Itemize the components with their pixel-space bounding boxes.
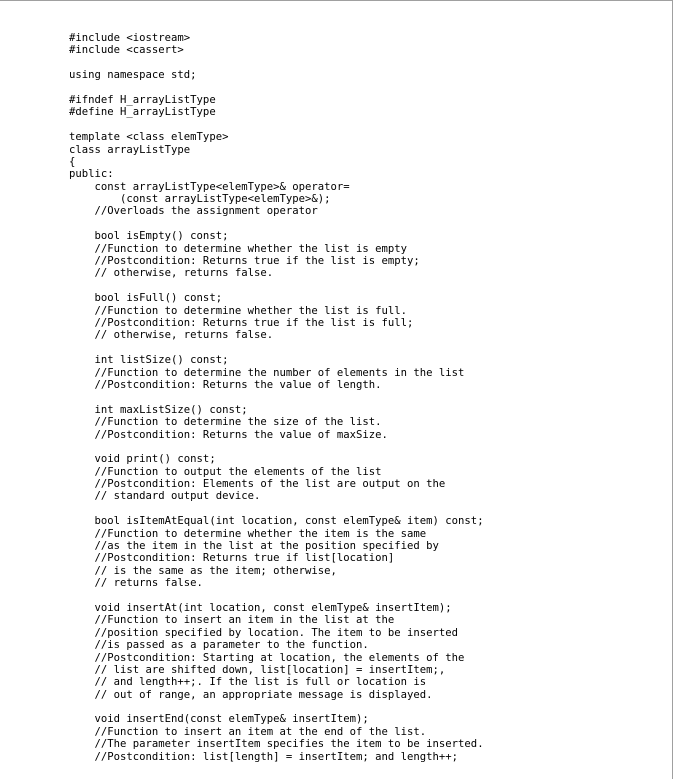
code-line: public:	[69, 168, 114, 181]
code-line: //Postcondition: Returns true if the list is empty;	[69, 255, 420, 268]
code-line: //Function to insert an item at the end of the list.	[69, 725, 427, 738]
code-line: bool isFull() const;	[69, 292, 223, 305]
code-line: using namespace std;	[69, 69, 197, 82]
code-line: // otherwise, returns false.	[69, 267, 274, 280]
code-line: template <class elemType>	[69, 131, 229, 144]
code-line: //Postcondition: Returns true if the list is full;	[69, 316, 414, 329]
code-line: // out of range, an appropriate message is displayed.	[69, 688, 433, 701]
code-line: class arrayListType	[69, 143, 191, 156]
code-line: //Function to insert an item in the list at the	[69, 614, 395, 627]
code-line	[69, 119, 484, 131]
code-line: //is passed as a parameter to the function.	[69, 639, 369, 652]
code-line: {	[69, 155, 76, 168]
code-line	[69, 701, 484, 713]
code-line: //The parameter insertItem specifies the item to be inserted.	[69, 738, 484, 751]
code-line: //Postcondition: Returns the value of length.	[69, 378, 382, 391]
code-line: //as the item in the list at the position specified by	[69, 540, 439, 553]
code-line: bool isItemAtEqual(int location, const elemType& item) const;	[69, 515, 484, 528]
code-line: // is the same as the item; otherwise,	[69, 564, 337, 577]
code-line: // list are shifted down, list[location] = insertItem;,	[69, 663, 446, 676]
code-line: //Function to determine whether the list is empty	[69, 242, 408, 255]
code-listing	[69, 32, 484, 763]
code-line: //Postcondition: list[length] = insertItem; and length++;	[69, 750, 459, 763]
code-line	[69, 57, 484, 69]
code-line	[69, 590, 484, 602]
code-line: //Function to determine whether the list is full.	[69, 304, 408, 317]
code-line: //Function to determine the size of the list.	[69, 416, 382, 429]
code-line: const arrayListType<elemType>& operator=	[69, 180, 350, 193]
code-line: bool isEmpty() const;	[69, 230, 229, 243]
code-line	[69, 441, 484, 453]
code-line	[69, 391, 484, 403]
code-line: // otherwise, returns false.	[69, 329, 274, 342]
code-line	[69, 503, 484, 515]
code-line: //position specified by location. The item to be inserted	[69, 626, 459, 639]
code-line: //Postcondition: Starting at location, the elements of the	[69, 651, 465, 664]
code-line	[69, 218, 484, 230]
code-line: int listSize() const;	[69, 354, 229, 367]
code-line: //Postcondition: Elements of the list are output on the	[69, 478, 446, 491]
code-line: //Postcondition: Returns true if list[location]	[69, 552, 395, 565]
code-line	[69, 342, 484, 354]
code-line: //Function to determine the number of elements in the list	[69, 366, 465, 379]
code-line: //Overloads the assignment operator	[69, 205, 318, 218]
code-line	[69, 280, 484, 292]
code-line: void print() const;	[69, 453, 216, 466]
code-line: // returns false.	[69, 577, 203, 590]
code-line: (const arrayListType<elemType>&);	[69, 193, 331, 206]
code-line: void insertEnd(const elemType& insertItem);	[69, 713, 369, 726]
code-line: #define H_arrayListType	[69, 106, 216, 119]
code-line	[69, 82, 484, 94]
code-line: //Function to output the elements of the list	[69, 465, 382, 478]
code-line: #include <iostream>	[69, 32, 191, 44]
code-line: // and length++;. If the list is full or location is	[69, 676, 427, 689]
code-line: //Postcondition: Returns the value of maxSize.	[69, 428, 388, 441]
code-line: void insertAt(int location, const elemType& insertItem);	[69, 601, 452, 614]
code-line: // standard output device.	[69, 490, 261, 503]
code-line: //Function to determine whether the item is the same	[69, 527, 427, 540]
code-line: #include <cassert>	[69, 44, 184, 57]
code-line: int maxListSize() const;	[69, 403, 248, 416]
code-line: #ifndef H_arrayListType	[69, 93, 216, 106]
